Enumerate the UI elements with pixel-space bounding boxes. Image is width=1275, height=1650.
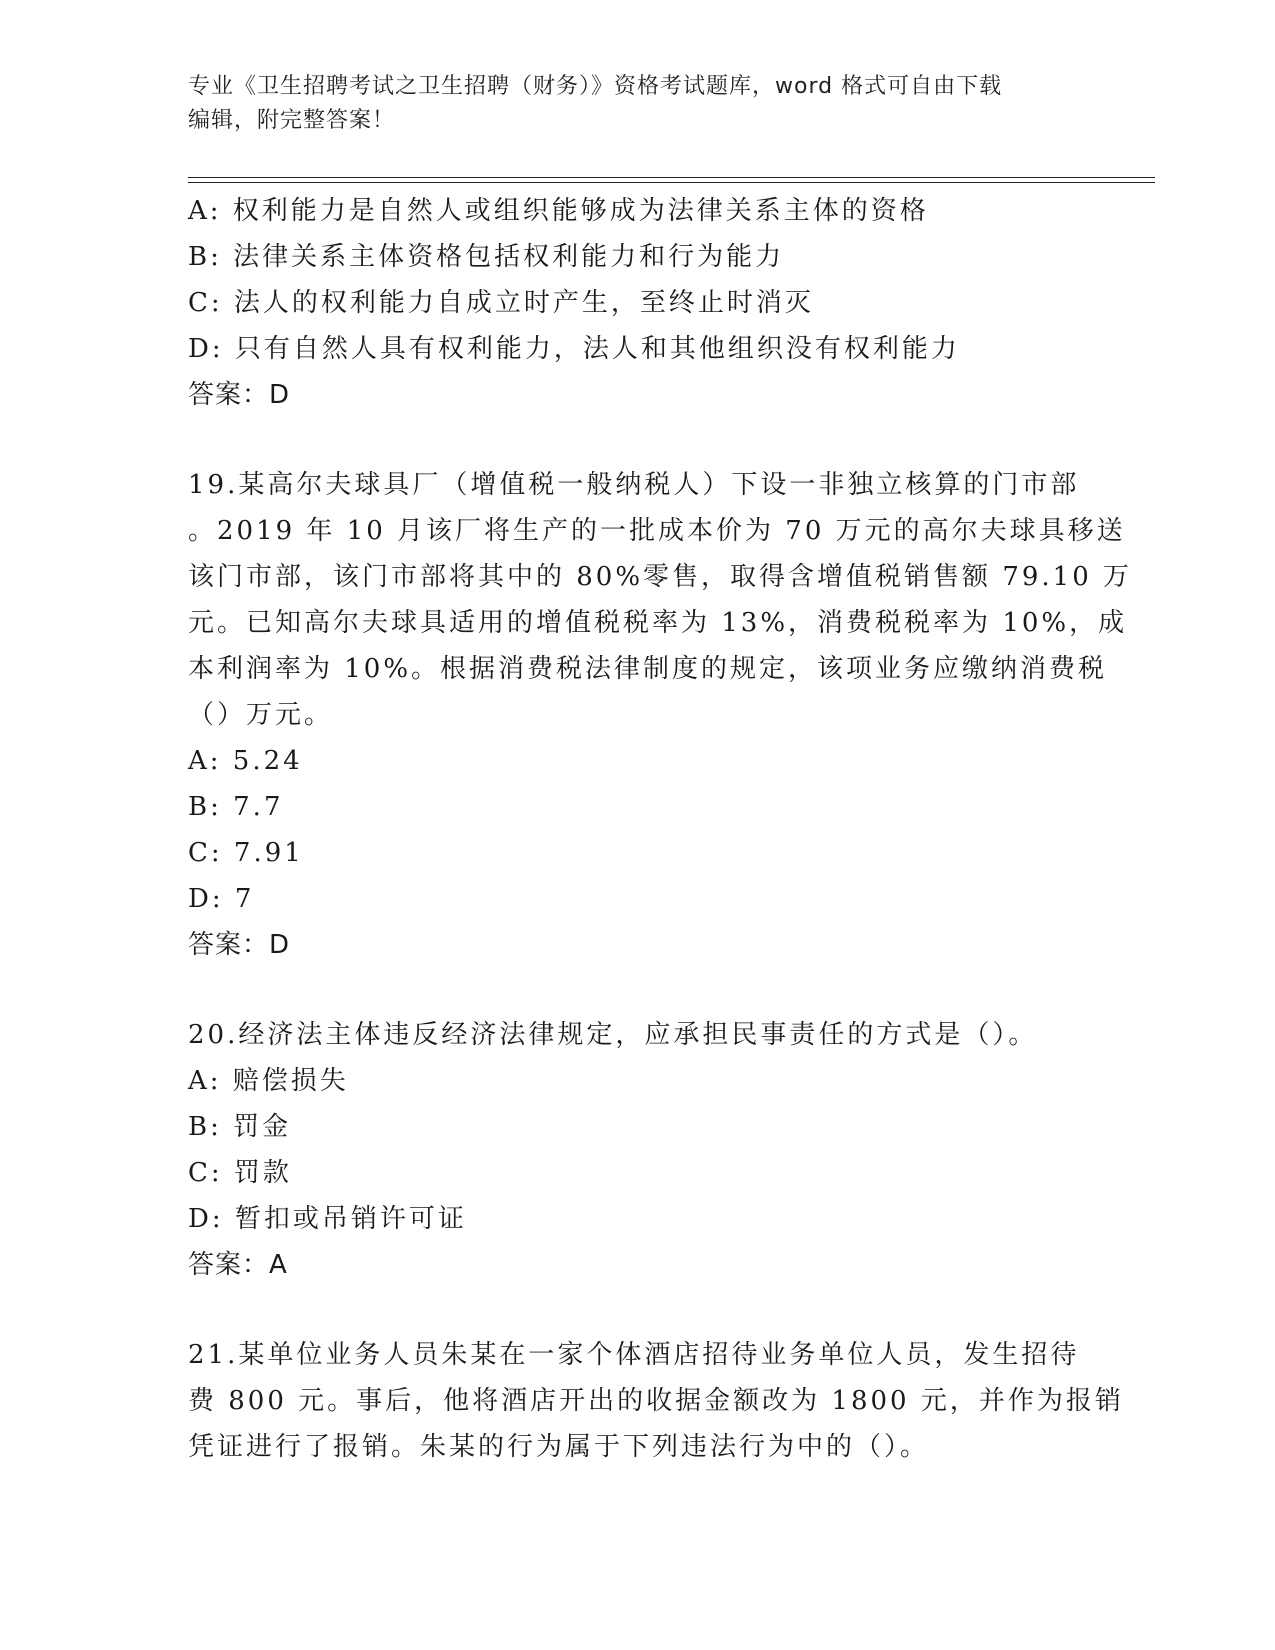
header-line-2: 编辑，附完整答案！: [188, 108, 396, 133]
option-c: C: 7.91: [188, 838, 304, 868]
question-list: [188, 188, 1133, 1470]
question-stem-line: （）万元。: [188, 700, 334, 730]
document-header: [188, 70, 1088, 138]
option-a: A: 权利能力是自然人或组织能够成为法律关系主体的资格: [188, 196, 929, 226]
question-stem-line: 该门市部，该门市部将其中的 80%零售，取得含增值税销售额 79.10 万: [188, 562, 1133, 592]
option-d: D: 暂扣或吊销许可证: [188, 1204, 467, 1234]
answer-label: 答案：A: [188, 1250, 288, 1280]
question-stem-line: 凭证进行了报销。朱某的行为属于下列违法行为中的（）。: [188, 1432, 930, 1462]
question-stem-line: 元。已知高尔夫球具适用的增值税税率为 13%，消费税税率为 10%，成: [188, 608, 1128, 638]
question-stem-line: 21.某单位业务人员朱某在一家个体酒店招待业务单位人员，发生招待: [188, 1340, 1080, 1370]
question-20: [188, 1012, 1088, 1288]
option-b: B: 法律关系主体资格包括权利能力和行为能力: [188, 242, 785, 272]
header-divider-bottom: [188, 182, 1155, 183]
option-a: A: 赔偿损失: [188, 1066, 349, 1096]
header-line-1: 专业《卫生招聘考试之卫生招聘（财务）》资格考试题库，word 格式可自由下载: [188, 74, 1003, 99]
question-stem-line: 19.某高尔夫球具厂（增值税一般纳税人）下设一非独立核算的门市部: [188, 470, 1080, 500]
question-stem-line: 。2019 年 10 月该厂将生产的一批成本价为 70 万元的高尔夫球具移送: [188, 516, 1126, 546]
option-c: C: 法人的权利能力自成立时产生，至终止时消灭: [188, 288, 814, 318]
question-18: [188, 188, 1088, 418]
option-d: D: 7: [188, 884, 255, 914]
option-a: A: 5.24: [188, 746, 303, 776]
option-b: B: 7.7: [188, 792, 284, 822]
question-stem-line: 本利润率为 10%。根据消费税法律制度的规定，该项业务应缴纳消费税: [188, 654, 1108, 684]
question-19: [188, 462, 1133, 968]
question-stem-line: 20.经济法主体违反经济法律规定，应承担民事责任的方式是（）。: [188, 1020, 1038, 1050]
answer-label: 答案：D: [188, 380, 291, 410]
option-b: B: 罚金: [188, 1112, 292, 1142]
question-21: [188, 1332, 1124, 1470]
header-divider-top: [188, 177, 1155, 178]
answer-label: 答案：D: [188, 930, 291, 960]
option-d: D: 只有自然人具有权利能力，法人和其他组织没有权利能力: [188, 334, 960, 364]
question-stem-line: 费 800 元。事后，他将酒店开出的收据金额改为 1800 元，并作为报销: [188, 1386, 1124, 1416]
option-c: C: 罚款: [188, 1158, 292, 1188]
